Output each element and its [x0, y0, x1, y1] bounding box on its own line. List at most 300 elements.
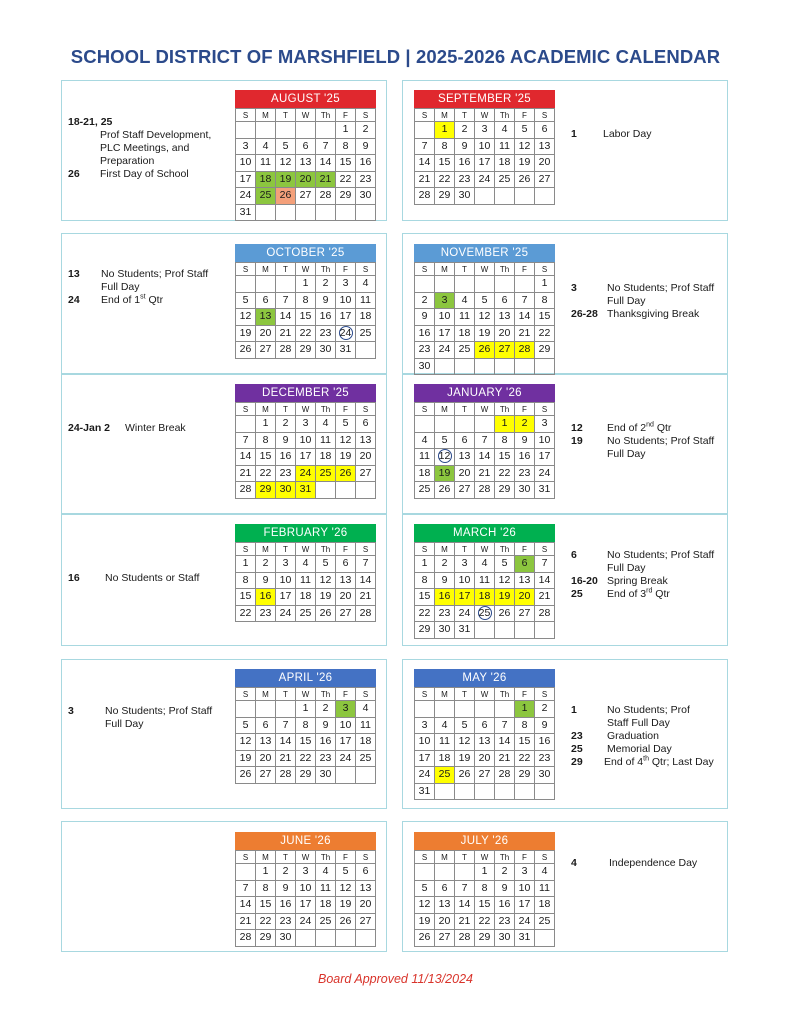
empty-day	[296, 122, 316, 139]
month-grid	[414, 108, 555, 205]
month-grid	[414, 850, 555, 947]
calendar-day: 6	[535, 122, 555, 139]
calendar-day: 28	[535, 605, 555, 622]
weekday-header: Th	[495, 109, 515, 122]
calendar-day: 16	[276, 449, 296, 466]
calendar-day: 9	[316, 292, 336, 309]
weekday-header: F	[336, 403, 356, 416]
calendar-day: 28	[236, 482, 256, 499]
calendar-day: 10	[336, 717, 356, 734]
calendar-day: 7	[236, 432, 256, 449]
note-row	[68, 422, 228, 435]
calendar-day: 6	[336, 556, 356, 573]
empty-day	[336, 767, 356, 784]
calendar-day: 20	[356, 897, 376, 914]
empty-day	[495, 276, 515, 293]
calendar-day: 16	[515, 449, 535, 466]
calendar-day: 5	[495, 556, 515, 573]
calendar-day: 6	[356, 416, 376, 433]
note-row	[571, 730, 731, 743]
calendar-day: 22	[256, 465, 276, 482]
note-row	[571, 575, 721, 588]
month-grid	[235, 542, 376, 622]
weekday-header: W	[296, 688, 316, 701]
calendar-day: 6	[515, 556, 535, 573]
calendar-day: 21	[236, 465, 256, 482]
notes-march	[571, 549, 721, 601]
calendar-day: 30	[276, 930, 296, 947]
calendar-day: 30	[415, 358, 435, 375]
calendar-day: 23	[276, 913, 296, 930]
calendar-day: 5	[415, 880, 435, 897]
note-row	[571, 308, 721, 321]
calendar-day: 8	[236, 572, 256, 589]
calendar-august	[235, 90, 376, 221]
calendar-day: 25	[296, 605, 316, 622]
calendar-day: 11	[316, 432, 336, 449]
weekday-header: F	[515, 688, 535, 701]
weekday-header: F	[515, 109, 535, 122]
empty-day	[356, 930, 376, 947]
note-text: No Students; Prof Staff Full Day	[607, 704, 690, 729]
calendar-day: 1	[256, 864, 276, 881]
empty-day	[296, 204, 316, 221]
notes-november	[571, 282, 721, 321]
calendar-day: 8	[415, 572, 435, 589]
calendar-day: 20	[356, 449, 376, 466]
calendar-day: 24	[455, 605, 475, 622]
weekday-header: S	[415, 543, 435, 556]
page-title: SCHOOL DISTRICT OF MARSHFIELD | 2025-2026 ACADEMIC CALENDAR	[70, 46, 721, 67]
calendar-day: 18	[296, 589, 316, 606]
note-date: 24-Jan 2	[68, 422, 111, 434]
calendar-day: 9	[276, 880, 296, 897]
weekday-header: S	[535, 263, 555, 276]
weekday-header: M	[256, 403, 276, 416]
calendar-day: 27	[495, 342, 515, 359]
calendar-day: 31	[515, 930, 535, 947]
calendar-day: 26	[316, 605, 336, 622]
calendar-day: 26	[515, 171, 535, 188]
note-text: Graduation	[607, 730, 659, 742]
calendar-day: 15	[435, 155, 455, 172]
calendar-june	[235, 832, 376, 947]
calendar-day: 8	[256, 880, 276, 897]
calendar-day: 25	[535, 913, 555, 930]
calendar-day: 4	[316, 864, 336, 881]
notes-july	[571, 857, 721, 870]
calendar-day: 18	[356, 734, 376, 751]
calendar-day: 31	[535, 482, 555, 499]
weekday-header: F	[515, 403, 535, 416]
calendar-day: 24	[296, 465, 316, 482]
calendar-day: 14	[276, 734, 296, 751]
calendar-day: 17	[336, 309, 356, 326]
empty-day	[415, 416, 435, 433]
note-date: 6	[571, 549, 577, 561]
calendar-day: 7	[236, 880, 256, 897]
empty-day	[236, 122, 256, 139]
calendar-day: 5	[336, 864, 356, 881]
calendar-day: 24	[475, 171, 495, 188]
calendar-day: 6	[256, 292, 276, 309]
calendar-day: 19	[515, 155, 535, 172]
calendar-day: 10	[296, 432, 316, 449]
note-date: 13	[68, 268, 80, 280]
calendar-day: 11	[475, 572, 495, 589]
note-text: Winter Break	[125, 422, 186, 434]
note-date: 23	[571, 730, 583, 742]
calendar-day: 26	[236, 767, 256, 784]
calendar-day: 14	[515, 309, 535, 326]
calendar-day: 19	[495, 589, 515, 606]
empty-day	[256, 276, 276, 293]
weekday-header: S	[535, 403, 555, 416]
empty-day	[356, 767, 376, 784]
calendar-day: 26	[495, 605, 515, 622]
note-date: 16	[68, 572, 80, 584]
calendar-day: 2	[515, 416, 535, 433]
weekday-header: M	[256, 851, 276, 864]
weekday-header: S	[356, 263, 376, 276]
calendar-day: 6	[256, 717, 276, 734]
note-text: First Day of School	[100, 168, 189, 180]
calendar-day: 24	[296, 913, 316, 930]
calendar-day: 15	[535, 309, 555, 326]
weekday-header: S	[535, 543, 555, 556]
calendar-day: 11	[415, 449, 435, 466]
notes-august	[68, 116, 228, 181]
calendar-day: 16	[276, 897, 296, 914]
calendar-day: 6	[475, 717, 495, 734]
calendar-day: 15	[256, 449, 276, 466]
weekday-header: M	[256, 109, 276, 122]
calendar-day: 14	[236, 449, 256, 466]
calendar-day: 1	[336, 122, 356, 139]
empty-day	[296, 930, 316, 947]
calendar-day: 13	[296, 155, 316, 172]
calendar-day: 4	[256, 138, 276, 155]
calendar-day: 16	[415, 325, 435, 342]
weekday-header: S	[236, 543, 256, 556]
calendar-day: 9	[495, 880, 515, 897]
calendar-day: 20	[515, 589, 535, 606]
empty-day	[515, 276, 535, 293]
calendar-day: 9	[455, 138, 475, 155]
calendar-day: 11	[356, 717, 376, 734]
calendar-day: 4	[296, 556, 316, 573]
weekday-header: S	[535, 109, 555, 122]
calendar-day: 10	[415, 734, 435, 751]
weekday-header: F	[336, 109, 356, 122]
calendar-day: 11	[316, 880, 336, 897]
weekday-header: M	[256, 688, 276, 701]
calendar-day: 17	[236, 171, 256, 188]
calendar-day: 3	[276, 556, 296, 573]
calendar-day: 13	[495, 309, 515, 326]
board-approved-footer: Board Approved 11/13/2024	[318, 972, 473, 986]
calendar-day: 1	[435, 122, 455, 139]
weekday-header: Th	[316, 403, 336, 416]
calendar-day: 5	[236, 292, 256, 309]
note-row	[571, 549, 721, 575]
empty-day	[256, 204, 276, 221]
weekday-header: T	[455, 403, 475, 416]
calendar-day: 15	[296, 309, 316, 326]
calendar-may	[414, 669, 555, 800]
notes-january	[571, 422, 721, 461]
calendar-day: 20	[256, 325, 276, 342]
calendar-day: 25	[435, 767, 455, 784]
calendar-day: 9	[256, 572, 276, 589]
calendar-day: 21	[495, 750, 515, 767]
calendar-day: 21	[276, 325, 296, 342]
calendar-day: 15	[495, 449, 515, 466]
weekday-header: S	[236, 688, 256, 701]
calendar-day: 2	[276, 864, 296, 881]
month-header: JUNE '26	[235, 832, 376, 850]
note-text: No Students or Staff	[105, 572, 200, 584]
calendar-day: 16	[356, 155, 376, 172]
weekday-header: S	[356, 851, 376, 864]
calendar-day: 27	[256, 767, 276, 784]
month-header: NOVEMBER '25	[414, 244, 555, 262]
calendar-day: 1	[236, 556, 256, 573]
empty-day	[336, 482, 356, 499]
calendar-day: 9	[535, 717, 555, 734]
calendar-day: 3	[236, 138, 256, 155]
empty-day	[276, 122, 296, 139]
calendar-day: 19	[316, 589, 336, 606]
calendar-day: 5	[336, 416, 356, 433]
calendar-day: 8	[495, 432, 515, 449]
empty-day	[515, 188, 535, 205]
weekday-header: W	[475, 851, 495, 864]
calendar-day: 24	[515, 913, 535, 930]
calendar-day: 29	[535, 342, 555, 359]
weekday-header: W	[475, 543, 495, 556]
calendar-day: 28	[415, 188, 435, 205]
calendar-day: 13	[435, 897, 455, 914]
month-header: SEPTEMBER '25	[414, 90, 555, 108]
calendar-day: 18	[475, 589, 495, 606]
calendar-day: 11	[435, 734, 455, 751]
calendar-day: 2	[316, 276, 336, 293]
calendar-day: 2	[435, 556, 455, 573]
calendar-day: 19	[455, 750, 475, 767]
circled-day: 25	[478, 606, 491, 619]
empty-day	[495, 188, 515, 205]
month-grid	[414, 687, 555, 800]
empty-day	[515, 622, 535, 639]
empty-day	[256, 122, 276, 139]
weekday-header: Th	[495, 543, 515, 556]
month-grid	[414, 262, 555, 375]
empty-day	[356, 204, 376, 221]
calendar-day: 15	[256, 897, 276, 914]
empty-day	[495, 783, 515, 800]
calendar-day: 21	[515, 325, 535, 342]
calendar-day: 17	[475, 155, 495, 172]
calendar-day: 27	[356, 465, 376, 482]
month-header: FEBRUARY '26	[235, 524, 376, 542]
calendar-day: 25	[415, 482, 435, 499]
calendar-day: 14	[276, 309, 296, 326]
note-text: No Students; Prof Staff Full Day	[607, 282, 715, 307]
calendar-day: 5	[236, 717, 256, 734]
calendar-november	[414, 244, 555, 375]
calendar-day: 11	[296, 572, 316, 589]
calendar-day: 26	[336, 913, 356, 930]
calendar-day: 23	[316, 325, 336, 342]
weekday-header: F	[515, 263, 535, 276]
calendar-day: 14	[356, 572, 376, 589]
calendar-day: 2	[356, 122, 376, 139]
calendar-day: 14	[316, 155, 336, 172]
month-grid	[235, 262, 376, 359]
month-grid	[235, 850, 376, 947]
calendar-day: 22	[475, 913, 495, 930]
calendar-day: 3	[435, 292, 455, 309]
calendar-day: 15	[475, 897, 495, 914]
empty-day	[435, 783, 455, 800]
calendar-day: 20	[495, 325, 515, 342]
weekday-header: T	[455, 543, 475, 556]
weekday-header: M	[256, 263, 276, 276]
calendar-day: 27	[296, 188, 316, 205]
empty-day	[236, 416, 256, 433]
empty-day	[415, 864, 435, 881]
calendar-day: 27	[535, 171, 555, 188]
calendar-day: 12	[475, 309, 495, 326]
calendar-day: 31	[336, 342, 356, 359]
weekday-header: W	[296, 543, 316, 556]
calendar-day: 4	[356, 701, 376, 718]
weekday-header: M	[435, 688, 455, 701]
calendar-day: 12	[495, 572, 515, 589]
weekday-header: S	[236, 263, 256, 276]
weekday-header: M	[435, 263, 455, 276]
calendar-day: 23	[435, 605, 455, 622]
calendar-day: 23	[535, 750, 555, 767]
note-row	[68, 116, 228, 129]
note-text: End of 2nd Qtr	[607, 421, 672, 434]
calendar-day: 7	[415, 138, 435, 155]
empty-day	[316, 204, 336, 221]
calendar-day: 29	[495, 482, 515, 499]
weekday-header: W	[475, 688, 495, 701]
calendar-day: 24	[415, 767, 435, 784]
calendar-day: 21	[455, 913, 475, 930]
note-row	[571, 704, 731, 730]
note-text: No Students; Prof Staff Full Day	[607, 435, 715, 460]
weekday-header: M	[435, 543, 455, 556]
calendar-day: 23	[515, 465, 535, 482]
calendar-day	[475, 605, 495, 622]
calendar-day: 23	[356, 171, 376, 188]
calendar-day: 17	[296, 449, 316, 466]
calendar-day: 31	[236, 204, 256, 221]
empty-day	[276, 204, 296, 221]
calendar-day: 2	[415, 292, 435, 309]
month-header: MAY '26	[414, 669, 555, 687]
calendar-day: 14	[495, 734, 515, 751]
calendar-day: 25	[455, 342, 475, 359]
calendar-day: 7	[475, 432, 495, 449]
note-date: 26	[68, 168, 80, 180]
empty-day	[435, 358, 455, 375]
calendar-day: 26	[475, 342, 495, 359]
calendar-day: 18	[455, 325, 475, 342]
calendar-day: 9	[316, 717, 336, 734]
weekday-header: W	[296, 403, 316, 416]
empty-day	[276, 276, 296, 293]
calendar-day: 22	[435, 171, 455, 188]
empty-day	[535, 188, 555, 205]
calendar-day: 22	[256, 913, 276, 930]
calendar-day: 9	[435, 572, 455, 589]
calendar-day: 23	[276, 465, 296, 482]
calendar-day: 25	[316, 913, 336, 930]
weekday-header: T	[276, 543, 296, 556]
note-row	[571, 756, 731, 769]
empty-day	[475, 416, 495, 433]
calendar-day: 30	[316, 767, 336, 784]
empty-day	[316, 930, 336, 947]
calendar-day: 12	[276, 155, 296, 172]
month-header: JANUARY '26	[414, 384, 555, 402]
calendar-day: 1	[535, 276, 555, 293]
calendar-day: 4	[475, 556, 495, 573]
calendar-day: 12	[515, 138, 535, 155]
calendar-day: 18	[415, 465, 435, 482]
calendar-day: 22	[296, 325, 316, 342]
calendar-day: 6	[455, 432, 475, 449]
note-text: Independence Day	[609, 857, 698, 869]
calendar-day: 10	[515, 880, 535, 897]
calendar-day: 2	[316, 701, 336, 718]
note-text: End of 3rd Qtr	[607, 587, 670, 600]
calendar-day: 7	[356, 556, 376, 573]
weekday-header: W	[475, 263, 495, 276]
calendar-day: 21	[356, 589, 376, 606]
weekday-header: S	[356, 403, 376, 416]
calendar-day: 24	[236, 188, 256, 205]
calendar-day: 4	[415, 432, 435, 449]
calendar-day: 1	[495, 416, 515, 433]
calendar-day: 5	[276, 138, 296, 155]
calendar-day: 14	[236, 897, 256, 914]
empty-day	[435, 276, 455, 293]
calendar-september	[414, 90, 555, 205]
calendar-day: 7	[535, 556, 555, 573]
note-row	[68, 268, 228, 294]
empty-day	[256, 701, 276, 718]
calendar-day: 26	[236, 342, 256, 359]
calendar-day: 15	[296, 734, 316, 751]
empty-day	[236, 276, 256, 293]
calendar-day: 1	[515, 701, 535, 718]
calendar-day: 19	[336, 449, 356, 466]
calendar-day: 30	[535, 767, 555, 784]
calendar-day: 22	[336, 171, 356, 188]
month-header: DECEMBER '25	[235, 384, 376, 402]
empty-day	[455, 276, 475, 293]
calendar-day: 28	[475, 482, 495, 499]
note-date: 12	[571, 422, 583, 434]
calendar-day: 29	[475, 930, 495, 947]
note-row	[571, 857, 721, 870]
